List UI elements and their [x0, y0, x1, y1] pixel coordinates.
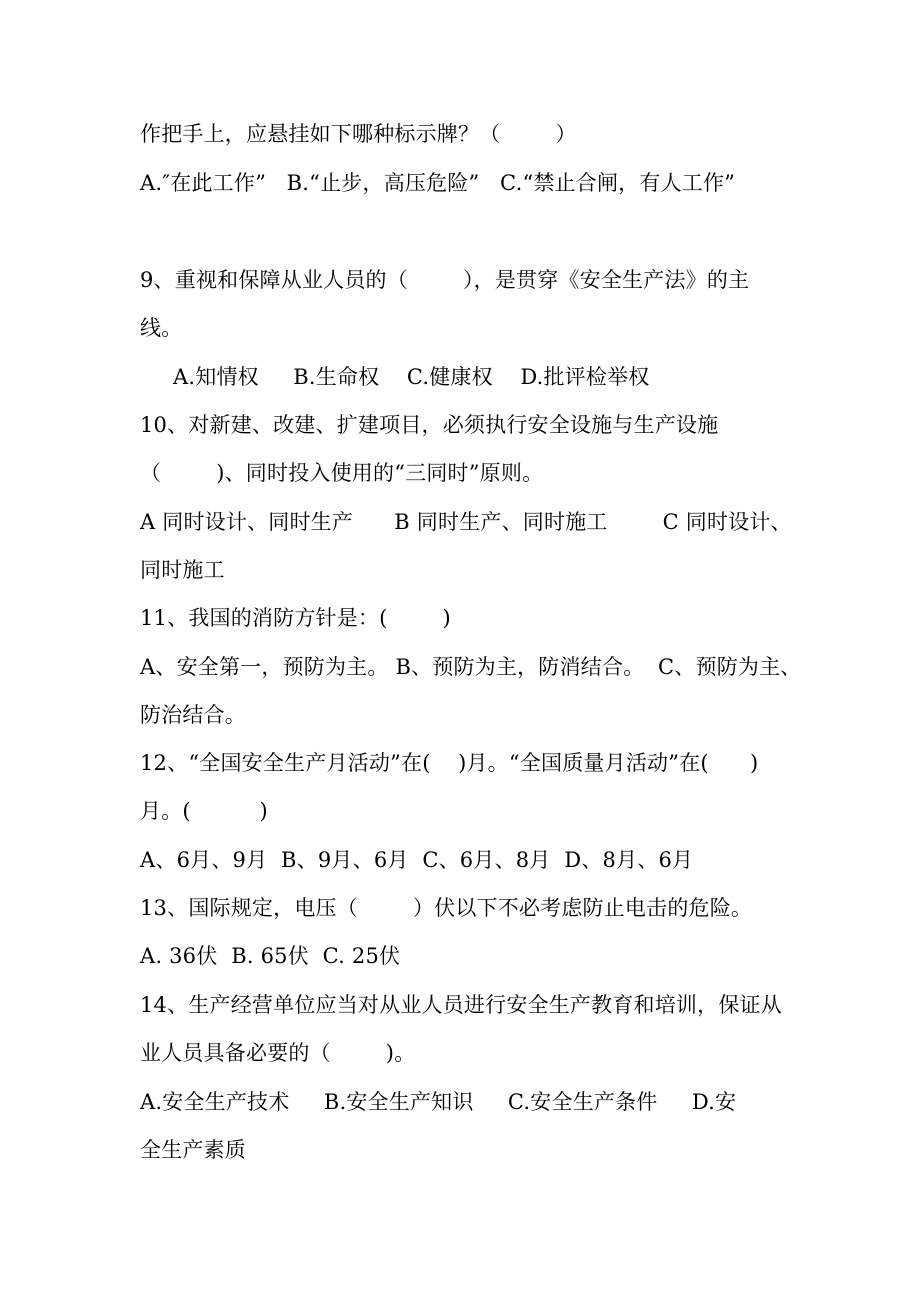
q10-stem-continuation: （ )、同时投入使用的“三同时”原则。 — [140, 461, 544, 485]
q10-options-continuation: 同时施工 — [140, 558, 225, 582]
q8-stem-continuation: 作把手上，应悬挂如下哪种标示牌？（ ） — [140, 122, 577, 146]
q14-stem: 14、生产经营单位应当对从业人员进行安全生产教育和培训，保证从 — [140, 993, 782, 1017]
q14-stem-continuation: 业人员具备必要的（ )。 — [140, 1041, 416, 1065]
q12-stem: 12、“全国安全生产月活动”在( )月。“全国质量月活动”在( ) — [140, 751, 759, 775]
q9-stem-continuation: 线。 — [140, 316, 183, 340]
q13-options: A. 36伏 B. 65伏 C. 25伏 — [140, 944, 401, 968]
q13-stem: 13、国际规定，电压（ ）伏以下不必考虑防止电击的危险。 — [140, 896, 753, 920]
q9-options: A.知情权 B.生命权 C.健康权 D.批评检举权 — [173, 365, 650, 389]
q12-options: A、6月、9月 B、9月、6月 C、6月、8月 D、8月、6月 — [140, 848, 694, 872]
q14-options-continuation: 全生产素质 — [140, 1138, 246, 1162]
q11-options-continuation: 防治结合。 — [140, 703, 246, 727]
q11-stem: 11、我国的消防方针是：( ) — [140, 606, 451, 630]
q10-stem: 10、对新建、改建、扩建项目，必须执行安全设施与生产设施 — [140, 413, 719, 437]
q14-options: A.安全生产技术 B.安全生产知识 C.安全生产条件 D.安 — [140, 1090, 737, 1114]
q11-options: A、安全第一，预防为主。 B、预防为主，防消结合。 C、预防为主、 — [140, 655, 802, 679]
q9-stem: 9、重视和保障从业人员的（ ），是贯穿《安全生产法》的主 — [140, 268, 750, 292]
q8-options: A.″在此工作” B.“止步，高压危险” C.“禁止合闸，有人工作” — [140, 171, 736, 195]
q12-stem-continuation: 月。( ) — [140, 799, 268, 823]
q10-options: A 同时设计、同时生产 B 同时生产、同时施工 C 同时设计、 — [140, 510, 792, 534]
